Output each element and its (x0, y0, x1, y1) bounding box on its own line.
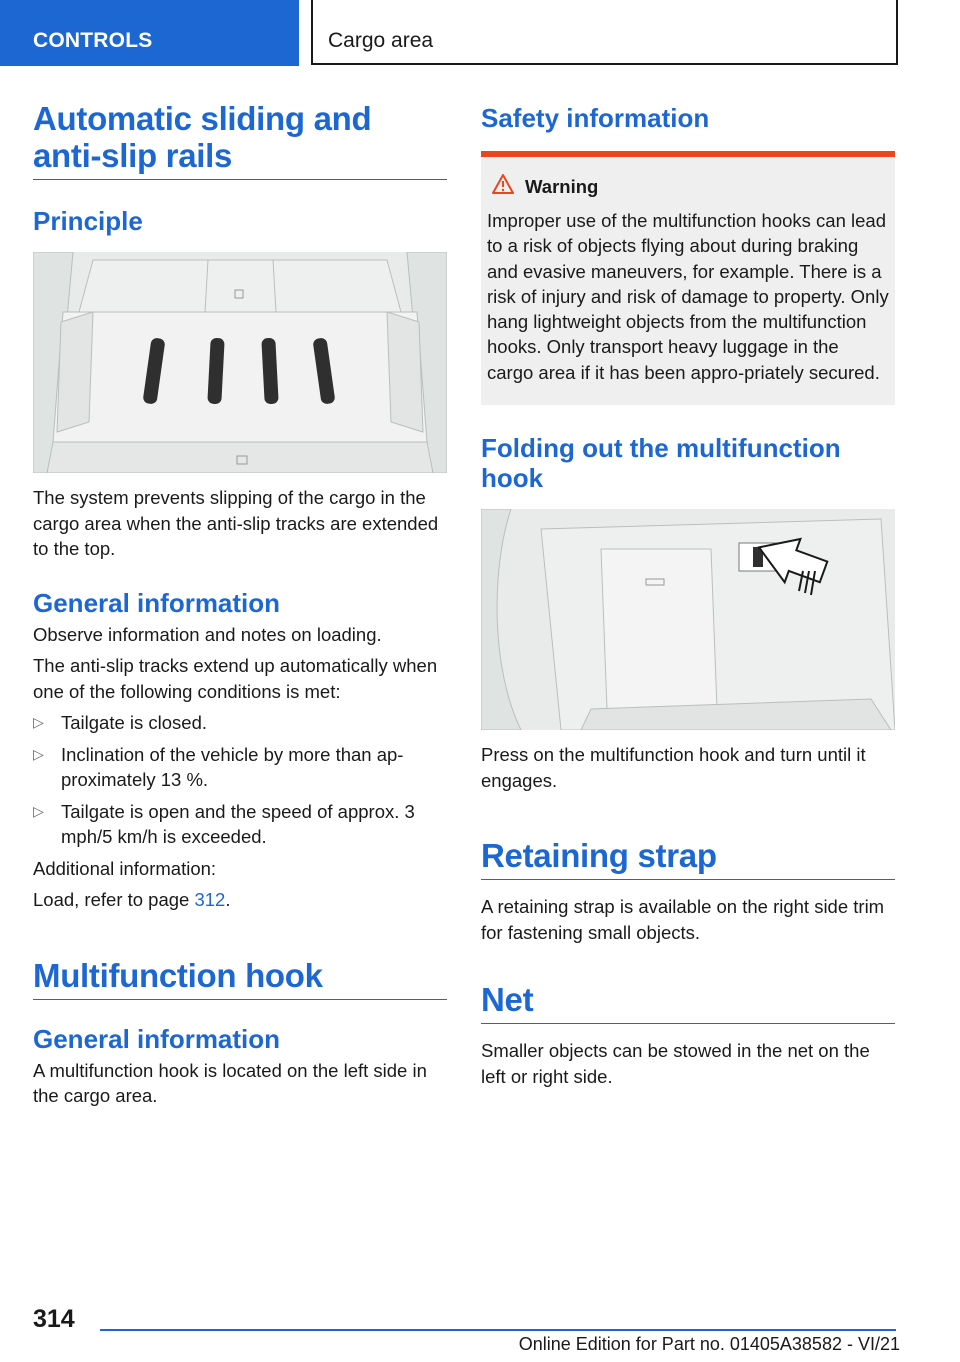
triangle-right-icon: ▷ (33, 802, 44, 819)
warning-text: Improper use of the multifunction hooks can lead to a risk of objects flying about during braking and evasive maneuvers, for example. There is a risk of injury and risk of damage to property. Only hang lightweight objects from the multifunction hooks. Only transport heavy luggage in the cargo area if it has been appro-priately secured. (487, 210, 889, 383)
warning-label: Warning (525, 175, 599, 197)
header-section-label: CONTROLS (33, 29, 153, 52)
net-text: Smaller objects can be stowed in the net on the left or right side. (481, 1040, 870, 1087)
list-item: ▷ Tailgate is open and the speed of approx. 3 mph/5 km/h is exceeded. (33, 800, 415, 847)
general-info-text-2: The anti-slip tracks extend up automatically when one of the following conditions is met: (33, 655, 438, 702)
additional-info-label: Additional information: (33, 857, 217, 879)
principle-heading: Principle (33, 206, 143, 236)
page-title: Automatic sliding and anti-slip rails (33, 100, 447, 180)
net-title: Net (481, 981, 895, 1024)
header-chapter-label: Cargo area (328, 29, 434, 52)
hook-general-heading: General information (33, 1023, 281, 1054)
warning-header (487, 173, 889, 200)
left-column (33, 100, 447, 1109)
edition-note: Online Edition for Part no. 01405A38582 - VI/21 (518, 1334, 900, 1354)
general-info-text-1: Observe information and notes on loading. (33, 623, 382, 645)
multifunction-hook-illustration (481, 509, 895, 730)
header-section-tab (0, 0, 299, 66)
page-link-312[interactable]: 312 (194, 889, 226, 910)
anti-slip-rails-illustration (33, 252, 447, 473)
cargo-floor-drawing (33, 252, 447, 473)
header-chapter-box (311, 0, 898, 65)
triangle-right-icon: ▷ (33, 714, 44, 730)
retaining-strap-text: A retaining strap is available on the right side trim for fastening small objects. (481, 896, 885, 943)
hook-drawing (481, 509, 895, 730)
load-reference: Load, refer to page 312. (33, 889, 231, 910)
list-item: ▷ Tailgate is closed. (33, 710, 447, 736)
principle-text: The system prevents slipping of the cargo in the cargo area when the anti-slip tracks are extended to the top. (33, 487, 439, 559)
folding-heading: Folding out the multifunction hook (481, 433, 841, 494)
folding-text: Press on the multifunction hook and turn until it engages. (481, 744, 866, 791)
right-column (481, 100, 895, 1089)
list-item: ▷ Inclination of the vehicle by more than ap-proximately 13 %. (33, 743, 404, 790)
warning-box (481, 151, 895, 405)
footer-divider (100, 1329, 896, 1331)
retaining-strap-title: Retaining strap (481, 837, 895, 880)
safety-heading: Safety information (481, 103, 710, 133)
general-info-heading: General information (33, 587, 281, 618)
conditions-list (33, 710, 447, 850)
triangle-right-icon: ▷ (33, 745, 44, 762)
hook-general-text: A multifunction hook is located on the left side in the cargo area. (33, 1059, 427, 1106)
page-number: 314 (33, 1305, 75, 1333)
multifunction-hook-title: Multifunction hook (33, 957, 447, 1000)
warning-triangle-icon (491, 173, 515, 200)
